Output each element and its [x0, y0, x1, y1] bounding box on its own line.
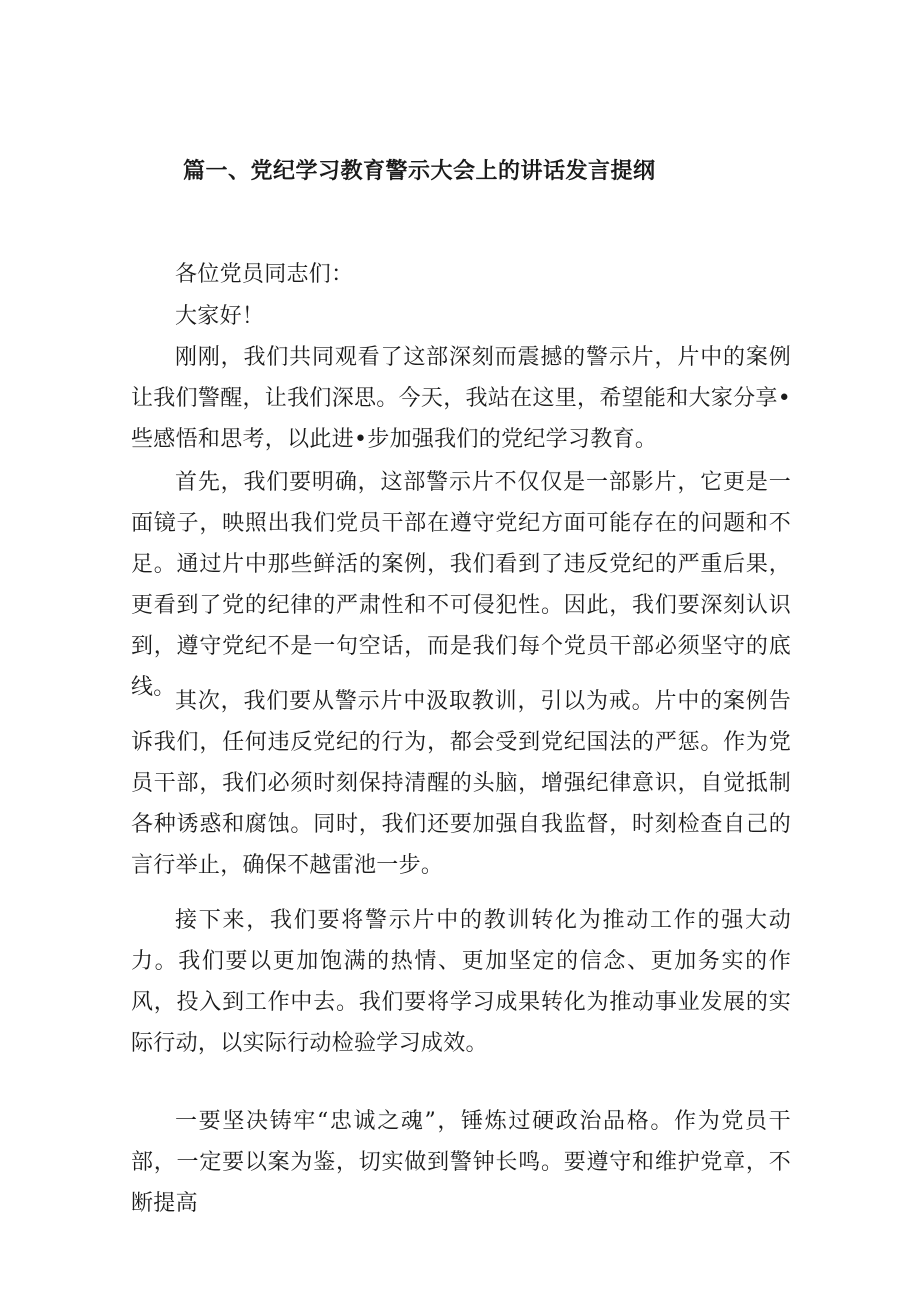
paragraph-intro: 刚刚，我们共同观看了这部深刻而震撼的警示片，片中的案例让我们警醒，让我们深思。今天，我站在这里，希望能和大家分享•些感悟和思考，以此进•步加强我们的党纪学习教育。	[131, 345, 791, 452]
paragraph-second: 其次，我们要从警示片中汲取教训，引以为戒。片中的案例告诉我们，任何违反党纪的行为，都会受到党纪国法的严惩。作为党员干部，我们必须时刻保持清醒的头脑，增强纪律意识，自觉抵制各种诱惑和腐蚀。同时，我们还要加强自我监督，时刻检查自己的言行举止，确保不越雷池一步。	[131, 689, 791, 878]
greeting: 大家好！	[175, 304, 265, 329]
document-title: 篇一、党纪学习教育警示大会上的讲话发言提纲	[183, 158, 656, 184]
salutation: 各位党员同志们：	[175, 262, 354, 287]
paragraph-point-one: 一要坚决铸牢“忠诚之魂”，锤炼过硬政治品格。作为党员干部，一定要以案为鉴，切实做到警钟长鸣。要遵守和维护党章，不断提高	[131, 1109, 791, 1216]
paragraph-next: 接下来，我们要将警示片中的教训转化为推动工作的强大动力。我们要以更加饱满的热情、更加坚定的信念、更加务实的作风，投入到工作中去。我们要将学习成果转化为推动事业发展的实际行动，以实际行动检验学习成效。	[131, 908, 791, 1056]
paragraph-first: 首先，我们要明确，这部警示片不仅仅是一部影片，它更是一面镜子，映照出我们党员干部在遵守党纪方面可能存在的问题和不足。通过片中那些鲜活的案例，我们看到了违反党纪的严重后果，更看到了党的纪律的严肃性和不可侵犯性。因此，我们要深刻认识到，遵守党纪不是一句空话，而是我们每个党员干部必须坚守的底线。	[131, 470, 791, 700]
